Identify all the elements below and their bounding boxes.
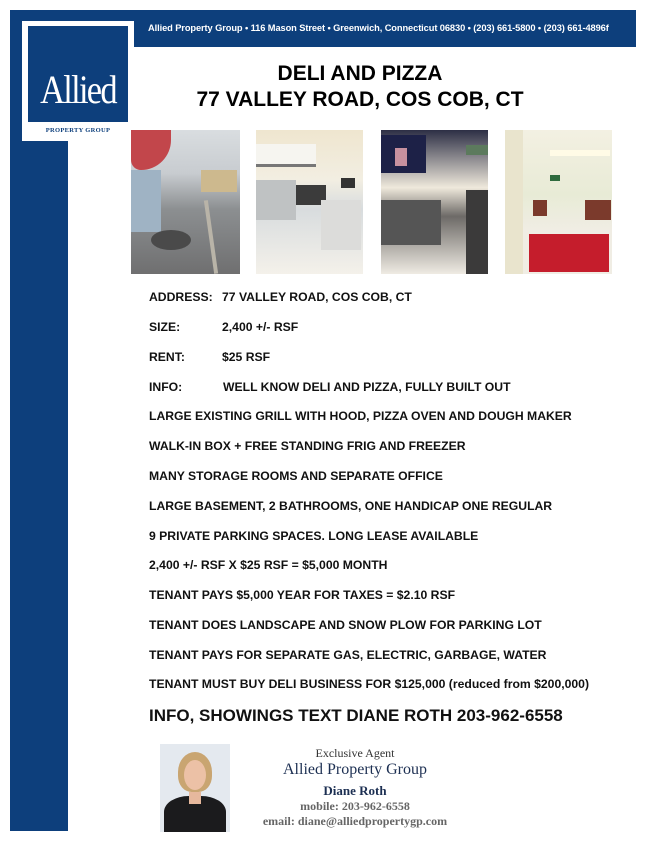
header-contact-line: Allied Property Group • 116 Mason Street • Greenwich, Connecticut 06830 • (203) 661-5800 • (203) 661-4896f <box>148 23 609 33</box>
counter-photo <box>381 130 488 274</box>
info-value: WELL KNOW DELI AND PIZZA, FULLY BUILT OUT <box>223 380 511 394</box>
address-label: ADDRESS: <box>149 290 213 304</box>
rent-value: $25 RSF <box>222 350 271 364</box>
rent-row <box>149 350 270 364</box>
address-row <box>149 290 412 304</box>
feature-line: WALK-IN BOX + FREE STANDING FRIG AND FREEZER <box>149 439 466 453</box>
agent-name: Diane Roth <box>323 783 387 798</box>
logo-subtitle: PROPERTY GROUP <box>45 127 111 134</box>
feature-line: LARGE BASEMENT, 2 BATHROOMS, ONE HANDICAP ONE REGULAR <box>149 499 553 513</box>
feature-line: MANY STORAGE ROOMS AND SEPARATE OFFICE <box>149 469 443 483</box>
address-value: 77 VALLEY ROAD, COS COB, CT <box>222 290 412 304</box>
feature-line: TENANT PAYS FOR SEPARATE GAS, ELECTRIC, GARBAGE, WATER <box>149 648 547 662</box>
agent-photo <box>160 744 230 832</box>
info-row <box>149 380 511 394</box>
logo-word: Allied <box>40 67 116 112</box>
agent-mobile: mobile: 203-962-6558 <box>300 799 410 813</box>
size-row <box>149 320 298 334</box>
contact-call-to-action: INFO, SHOWINGS TEXT DIANE ROTH 203-962-6558 <box>149 706 563 725</box>
rent-label: RENT: <box>149 350 185 364</box>
feature-line: TENANT PAYS $5,000 YEAR FOR TAXES = $2.10 RSF <box>149 588 456 602</box>
feature-line: 2,400 +/- RSF X $25 RSF = $5,000 MONTH <box>149 558 388 572</box>
allied-logo <box>22 21 134 141</box>
info-label: INFO: <box>149 380 183 394</box>
kitchen-photo <box>256 130 363 274</box>
logo-mark <box>28 26 128 122</box>
listing-address-title: 77 VALLEY ROAD, COS COB, CT <box>196 88 524 111</box>
agent-role: Exclusive Agent <box>315 746 395 760</box>
agent-email: email: diane@alliedpropertygp.com <box>262 814 448 828</box>
feature-line: TENANT MUST BUY DELI BUSINESS FOR $125,000 (reduced from $200,000) <box>149 677 590 691</box>
size-value: 2,400 +/- RSF <box>222 320 299 334</box>
feature-line: LARGE EXISTING GRILL WITH HOOD, PIZZA OVEN AND DOUGH MAKER <box>149 409 572 423</box>
feature-line: TENANT DOES LANDSCAPE AND SNOW PLOW FOR PARKING LOT <box>149 618 542 632</box>
size-label: SIZE: <box>149 320 181 334</box>
listing-title: DELI AND PIZZA <box>277 62 443 85</box>
storefront-photo <box>131 130 240 274</box>
feature-line: 9 PRIVATE PARKING SPACES. LONG LEASE AVAILABLE <box>149 529 479 543</box>
dining-room-photo <box>505 130 612 274</box>
agent-company: Allied Property Group <box>283 761 427 778</box>
